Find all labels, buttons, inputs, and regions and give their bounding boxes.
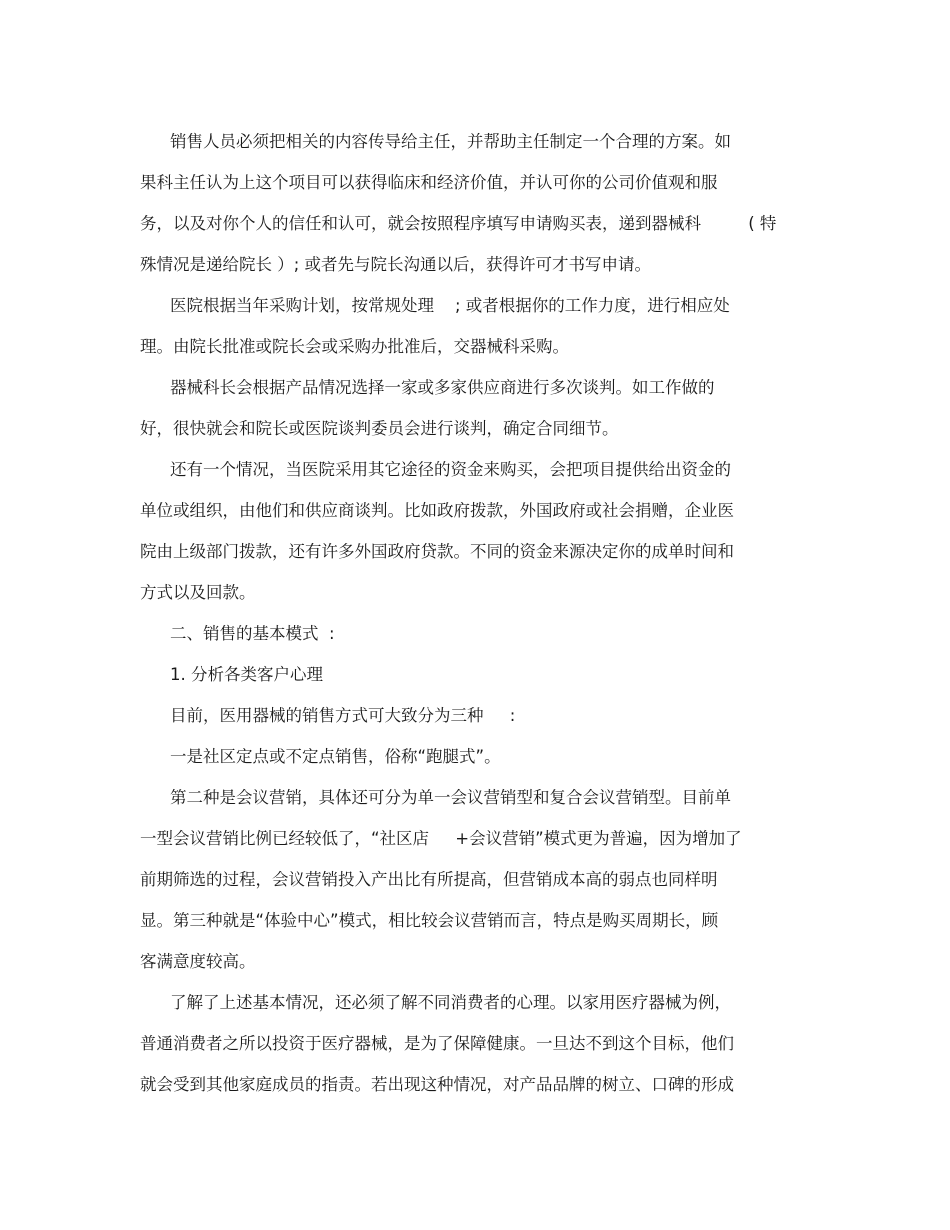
paragraph-line: 显。第三种就是“体验中心”模式，相比较会议营销而言，特点是购买周期长，顾 — [140, 911, 719, 930]
paragraph-line: 一是社区定点或不定点销售，俗称“跑腿式”。 — [170, 747, 501, 766]
paragraph-line: 方式以及回款。 — [140, 583, 256, 602]
paragraph-line: 普通消费者之所以投资于医疗器械，是为了保障健康。一旦达不到这个目标，他们 — [140, 1034, 734, 1053]
paragraph-line: 院由上级部门拨款，还有许多外国政府贷款。不同的资金来源决定你的成单时间和 — [140, 542, 734, 561]
paragraph-line: 务，以及对你个人的信任和认可，就会按照程序填写申请购买表，递到器械科 ( 特 — [140, 214, 777, 233]
paragraph-line: 医院根据当年采购计划，按常规处理 ; 或者根据你的工作力度，进行相应处 — [170, 296, 730, 315]
paragraph-line: 就会受到其他家庭成员的指责。若出现这种情况，对产品品牌的树立、口碑的形成 — [140, 1075, 734, 1094]
paragraph-line: 还有一个情况，当医院采用其它途径的资金来购买，会把项目提供给出资金的 — [170, 460, 731, 479]
paragraph-line: 器械科长会根据产品情况选择一家或多家供应商进行多次谈判。如工作做的 — [170, 378, 715, 397]
paragraph-line: 单位或组织，由他们和供应商谈判。比如政府拨款，外国政府或社会捐赠，企业医 — [140, 501, 734, 520]
paragraph-line: 殊情况是递给院长 ）; 或者先与院长沟通以后，获得许可才书写申请。 — [140, 255, 652, 274]
paragraph-line: 果科主任认为上这个项目可以获得临床和经济价值，并认可你的公司价值观和服 — [140, 173, 718, 192]
paragraph-line: 了解了上述基本情况，还必须了解不同消费者的心理。以家用医疗器械为例， — [170, 993, 731, 1012]
paragraph-line: 销售人员必须把相关的内容传导给主任，并帮助主任制定一个合理的方案。如 — [170, 132, 731, 151]
paragraph-line: 前期筛选的过程，会议营销投入产出比有所提高，但营销成本高的弱点也同样明 — [140, 870, 718, 889]
section-heading: 二、销售的基本模式 : — [170, 624, 335, 643]
paragraph-line: 目前，医用器械的销售方式可大致分为三种 : — [170, 706, 516, 725]
subsection-heading: 1. 分析各类客户心理 — [170, 665, 323, 684]
paragraph-line: 理。由院长批准或院长会或采购办批准后，交器械科采购。 — [140, 337, 569, 356]
paragraph-line: 好，很快就会和院长或医院谈判委员会进行谈判，确定合同细节。 — [140, 419, 619, 438]
paragraph-line: 第二种是会议营销，具体还可分为单一会议营销型和复合会议营销型。目前单 — [170, 788, 731, 807]
paragraph-line: 一型会议营销比例已经较低了，“社区店 +会议营销”模式更为普遍，因为增加了 — [140, 829, 742, 848]
paragraph-line: 客满意度较高。 — [140, 952, 256, 971]
